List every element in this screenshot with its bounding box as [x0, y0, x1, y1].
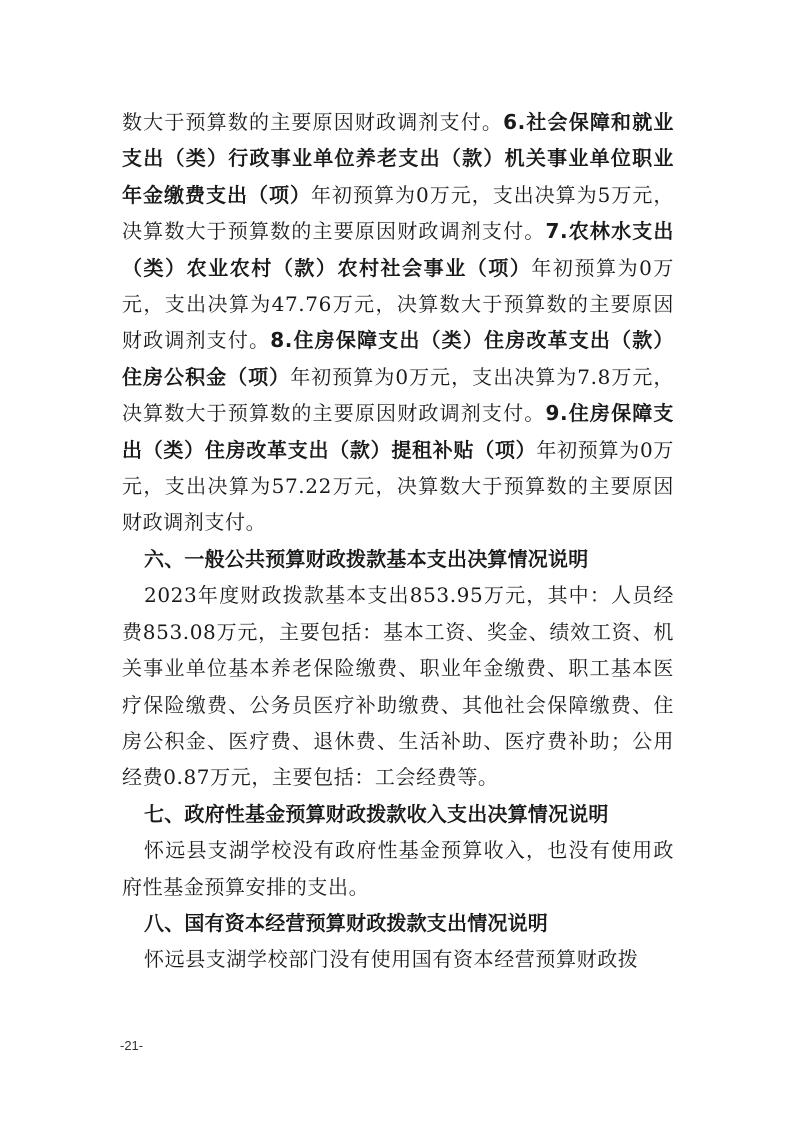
text-run: 数大于预算数的主要原因财政调剂支付。 [122, 110, 504, 134]
bold-item-7: 7.农林水支出（类）农业农村（款）农村社会事业（项） [122, 219, 675, 280]
page-number: -21- [120, 1038, 144, 1053]
section-7-body: 怀远县支湖学校没有政府性基金预算收入，也没有使用政府性基金预算安排的支出。 [122, 838, 674, 899]
section-8-heading: 八、国有资本经营预算财政拨款支出情况说明 [144, 910, 548, 935]
section-8-body: 怀远县支湖学校部门没有使用国有资本经营预算财政拨 [144, 947, 639, 972]
text-run: 年初预算为0万元，支出决算为7.8万元，决算数大于预算数的主要原因财政调剂支付。 [122, 364, 674, 426]
bold-item-8: 8.住房保障支出（类）住房改革支出（款）住房公积金（项） [122, 328, 674, 389]
bold-item-9: 9.住房保障支出（类）住房改革支出（款）提租补贴（项） [122, 401, 675, 462]
text-run: 年初预算为0万元，支出决算为5万元，决算数大于预算数的主要原因财政调剂支付。 [122, 182, 674, 244]
text-run: 年初预算为0万元，支出决算为57.22万元，决算数大于预算数的主要原因财政调剂支付。 [122, 437, 674, 535]
paragraph-expenditure-items [122, 104, 674, 541]
section-6-body: 2023年度财政拨款基本支出853.95万元，其中：人员经费853.08万元，主要包括：基本工资、奖金、绩效工资、机关事业单位基本养老保险缴费、职业年金缴费、职工基本医疗保险缴费、公务员医疗补助缴费、其他社会保障缴费、住房公积金、医疗费、退休费、生活补助、医疗费补助；公用经费0.87万元，主要包括：工会经费等。 [122, 583, 674, 790]
section-7-heading: 七、政府性基金预算财政拨款收入支出决算情况说明 [144, 801, 609, 826]
document-body [122, 104, 674, 978]
bold-item-6: 6.社会保障和就业支出（类）行政事业单位养老支出（款）机关事业单位职业年金缴费支出（项） [122, 110, 674, 207]
text-run: 年初预算为0万元，支出决算为47.76万元，决算数大于预算数的主要原因财政调剂支付。 [122, 255, 674, 353]
section-6-heading: 六、一般公共预算财政拨款基本支出决算情况说明 [144, 546, 589, 571]
